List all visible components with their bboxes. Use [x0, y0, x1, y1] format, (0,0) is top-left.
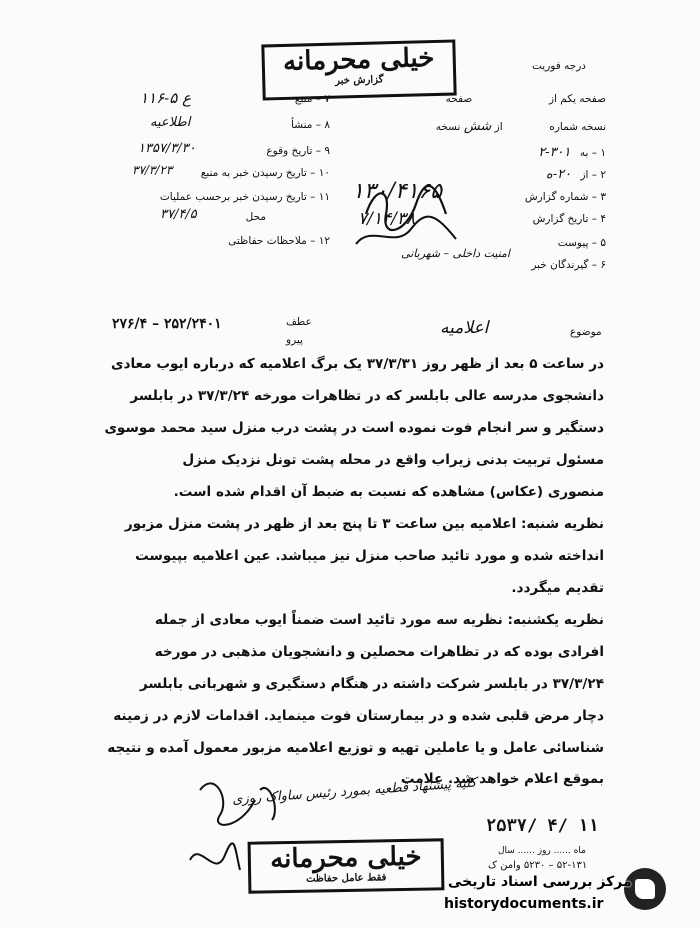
date-stamp: ۲۵۳۷/ ۴/ ۱۱ [486, 816, 599, 836]
body-line: افرادی بوده که در تظاهرات محصلین و دانشجویان مذهبی در مورخه [154, 644, 604, 660]
right-field-page: صفحه یکم از صفحه [445, 93, 606, 105]
body-line: شناسائی عامل و یا عاملین تهیه و توزیع اعلامیه مزبور معمول آمده و نتیجه [107, 740, 604, 756]
left-field-7-value: ۱۱۶-۵ ع [140, 89, 192, 107]
signature-scribble [366, 186, 446, 230]
top-classification-stamp: خیلی محرمانه گزارش خبر [261, 39, 456, 100]
atf-label: عطف [286, 316, 312, 328]
left-field-8-value: اطلاعیه [150, 115, 191, 130]
body-line: بموقع اعلام خواهد شد. علامت [400, 771, 604, 787]
right-field-copy: نسخه شماره از شش نسخه [435, 119, 606, 134]
body-line: دستگیر و سر انجام فوت نموده است در پشت درب منزل سید محمد موسوی [104, 420, 604, 436]
left-field-11: ۱۱ – تاریخ رسیدن خبر برحسب عملیات [159, 191, 330, 203]
right-field-recipients-value: امنیت داخلی – شهربانی [401, 247, 510, 260]
right-field-report-date-value: ۷/۱۴/۳۸ [358, 209, 416, 229]
report-body [98, 348, 604, 794]
subject-label: موضوع [570, 326, 602, 338]
right-field-report-number: ۳ – شماره گزارش [524, 191, 606, 203]
subject-value: اعلامیه [440, 318, 489, 338]
body-line: ۳۷/۳/۲۴ در بابلسر شرکت داشته در هنگام دستگیری و شهربانی بابلسر [139, 676, 604, 692]
left-field-10: ۱۰ – تاریخ رسیدن خبر به منبع [200, 167, 330, 179]
right-field-report-date: ۴ – تاریخ گزارش [532, 213, 606, 225]
body-line: منصوری (عکاس) مشاهده که نسبت به ضبط آن اقدام شده است. [173, 484, 604, 500]
left-field-12: ۱۲ – ملاحظات حفاظتی [228, 235, 330, 247]
right-field-attachment: ۵ – پیوست [557, 237, 606, 249]
archive-line: ۵۲-۱۳۱ – ۵۲۳۰ وامن ک [488, 860, 588, 871]
date-slot-labels: ماه ...... روز ...... سال [498, 846, 586, 856]
left-field-9: ۹ – تاریخ وقوع [266, 145, 330, 157]
signature-scribble [190, 843, 240, 870]
right-field-report-number-value: ۱۳۰/۴۱۶۵ [352, 179, 443, 204]
watermark-url: historydocuments.ir [444, 896, 604, 912]
right-field-copy-value: شش [463, 119, 492, 134]
left-field-location: محل [245, 211, 266, 223]
body-line: مسئول تربیت بدنی زیراب واقع در محله پشت تونل نزدیک منزل [182, 452, 604, 468]
body-line: تقدیم میگردد. [511, 580, 604, 596]
body-line: نظریه شنبه: اعلامیه بین ساعت ۳ تا پنج بعد از ظهر در پشت منزل مزبور [124, 516, 604, 532]
left-field-9-value: ۱۳۵۷/۳/۳۰ [138, 141, 196, 156]
left-field-8: ۸ – منشأ [291, 119, 330, 131]
body-line: انداخته شده و مورد تائید صاحب منزل نیز میباشد. عین اعلامیه بپیوست [135, 548, 604, 564]
body-line: نظریه یکشنبه: نظریه سه مورد تائید است ضمناً ایوب معادی از جمله [154, 612, 604, 628]
left-field-7: ۷ – منبع [294, 93, 330, 105]
left-field-location-value: ۳۷/۴/۵ [160, 207, 197, 222]
left-field-10-value: ۳۷/۳/۲۳ [132, 163, 173, 177]
body-line: دچار مرض قلبی شده و در بیمارستان فوت مینماید. اقدامات لازم در زمینه [113, 708, 604, 724]
bottom-classification-stamp: خیلی محرمانه فقط عامل حفاظت [248, 838, 445, 893]
body-line: در ساعت ۵ بعد از ظهر روز ۳۷/۳/۳۱ یک برگ اعلامیه که درباره ایوب معادی [111, 356, 604, 372]
reference-code: ۲۷۶/۴ – ۲۵۲/۲۴۰۱ [112, 316, 222, 332]
body-line: دانشجوی مدرسه عالی بابلسر که در تظاهرات مورخه ۳۷/۳/۲۴ در بابلسر [130, 388, 604, 404]
watermark-org-name: مرکز بررسی اسناد تاریخی [448, 874, 632, 890]
peyro-label: پیرو [286, 334, 303, 346]
right-field-from: ۲ – از ۲۰-ه [545, 167, 606, 182]
handwritten-signatures [176, 64, 476, 294]
right-field-to: ۱ – به ۳۰۱-۲ [538, 145, 606, 160]
handwritten-note: کلیه پیشنهاد قطعیه بمورد رئیس ساواک روزی [231, 775, 477, 808]
right-field-recipients: ۶ – گیرندگان خبر [531, 259, 606, 271]
book-icon [635, 879, 655, 899]
priority-label: درجه فوریت [532, 60, 586, 72]
